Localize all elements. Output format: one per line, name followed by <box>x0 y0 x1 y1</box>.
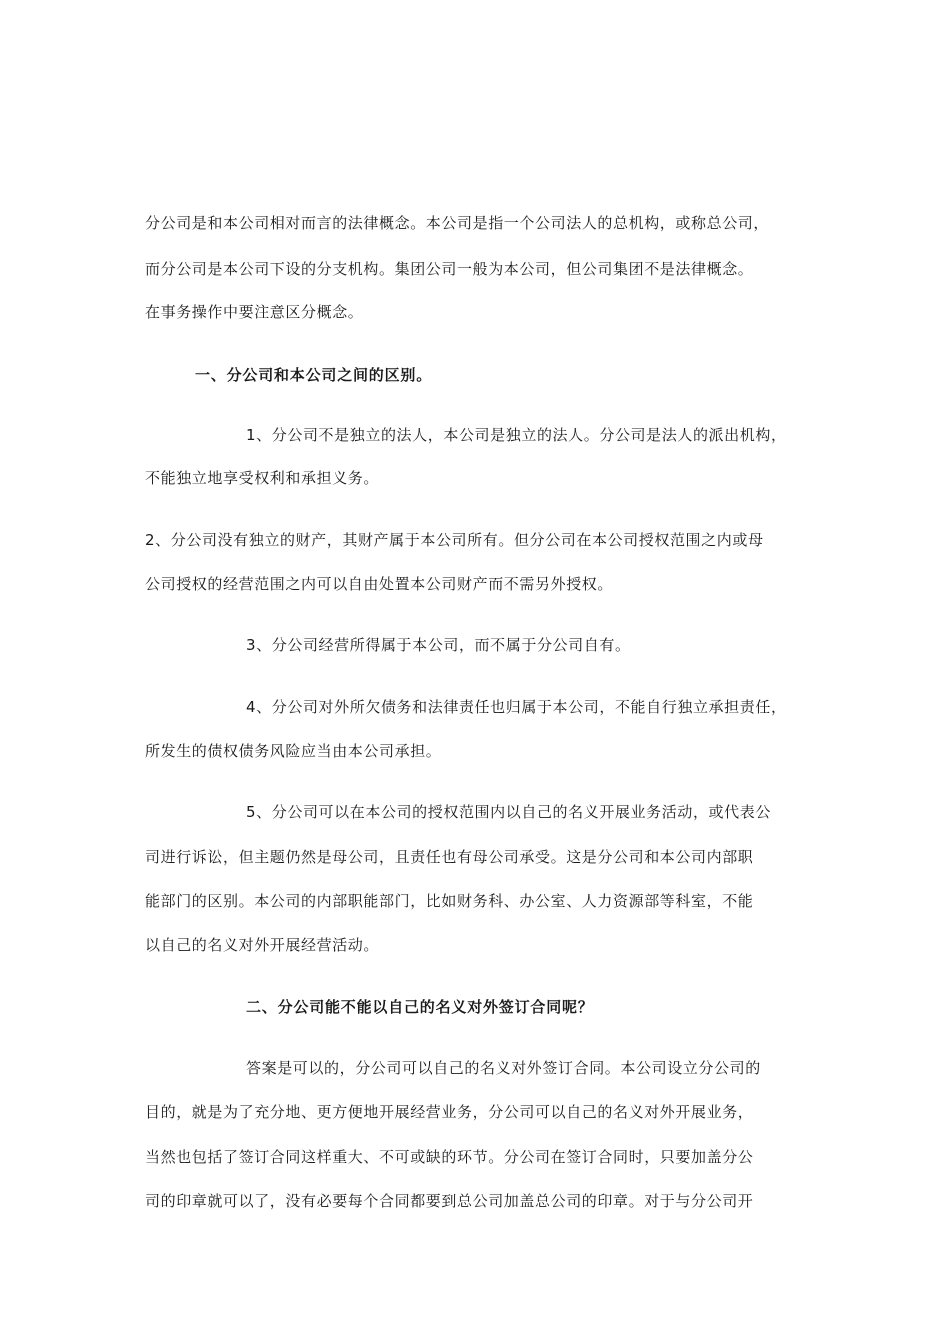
section-1-heading: 一、分公司和本公司之间的区别。 <box>195 366 433 384</box>
answer-line-2: 目的，就是为了充分地、更方便地开展经营业务，分公司可以自己的名义对外开展业务， <box>145 1103 754 1121</box>
intro-line-3: 在事务操作中要注意区分概念。 <box>145 303 364 321</box>
item-4-line-1: 4、分公司对外所欠债务和法律责任也归属于本公司，不能自行独立承担责任， <box>246 698 787 716</box>
item-4-line-2: 所发生的债权债务风险应当由本公司承担。 <box>145 742 442 760</box>
item-5-line-3: 能部门的区别。本公司的内部职能部门，比如财务科、办公室、人力资源部等科室，不能 <box>145 892 754 910</box>
item-2-line-1: 2、分公司没有独立的财产，其财产属于本公司所有。但分公司在本公司授权范围之内或母 <box>145 531 764 549</box>
intro-line-2: 而分公司是本公司下设的分支机构。集团公司一般为本公司，但公司集团不是法律概念。 <box>145 260 754 278</box>
item-2-line-2: 公司授权的经营范围之内可以自由处置本公司财产而不需另外授权。 <box>145 575 614 593</box>
answer-line-1: 答案是可以的，分公司可以自己的名义对外签订合同。本公司设立分公司的 <box>246 1059 761 1077</box>
item-3-line-1: 3、分公司经营所得属于本公司，而不属于分公司自有。 <box>246 636 631 654</box>
item-1-line-1: 1、分公司不是独立的法人，本公司是独立的法人。分公司是法人的派出机构， <box>246 426 787 444</box>
item-1-line-2: 不能独立地享受权利和承担义务。 <box>145 469 380 487</box>
answer-line-3: 当然也包括了签订合同这样重大、不可或缺的环节。分公司在签订合同时，只要加盖分公 <box>145 1148 754 1166</box>
item-5-line-1: 5、分公司可以在本公司的授权范围内以自己的名义开展业务活动，或代表公 <box>246 803 771 821</box>
answer-line-4: 司的印章就可以了，没有必要每个合同都要到总公司加盖总公司的印章。对于与分公司开 <box>145 1192 754 1210</box>
item-5-line-2: 司进行诉讼，但主题仍然是母公司，且责任也有母公司承受。这是分公司和本公司内部职 <box>145 848 754 866</box>
item-5-line-4: 以自己的名义对外开展经营活动。 <box>145 936 380 954</box>
section-2-heading: 二、分公司能不能以自己的名义对外签订合同呢？ <box>246 998 594 1016</box>
intro-line-1: 分公司是和本公司相对而言的法律概念。本公司是指一个公司法人的总机构，或称总公司， <box>145 214 770 232</box>
